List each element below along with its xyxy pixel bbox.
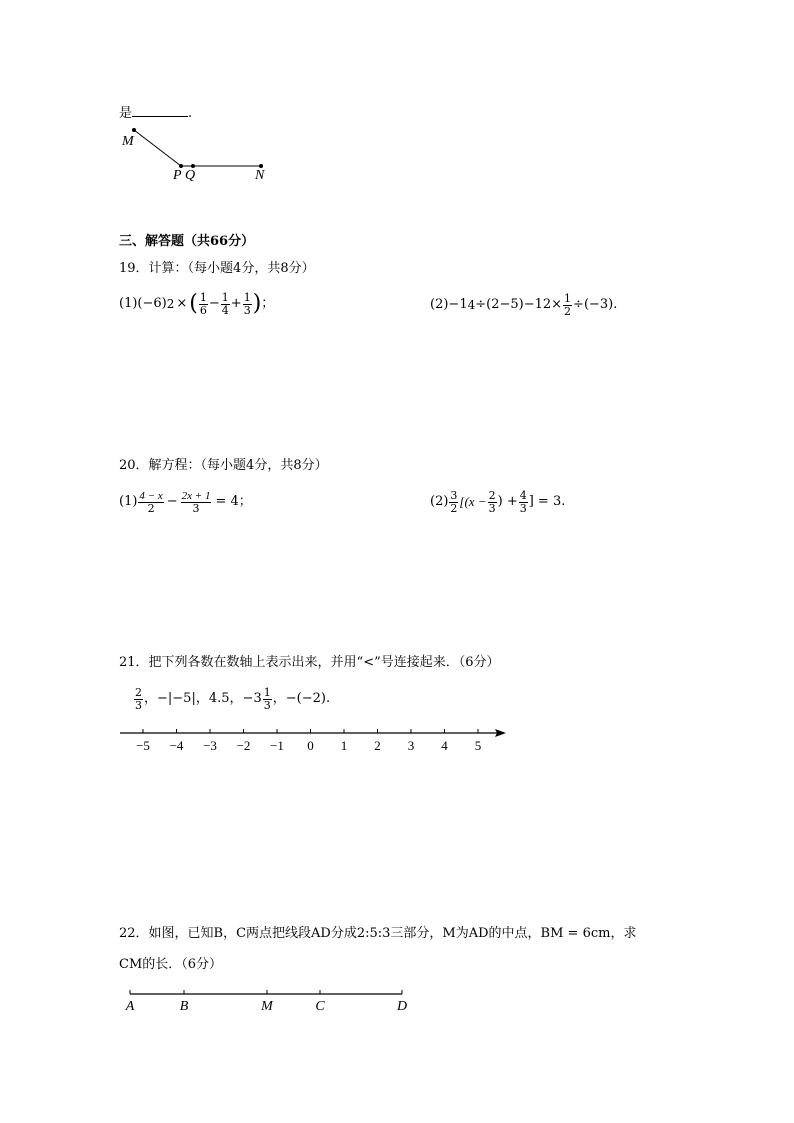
- q22-line1: 22．如图，已知B，C两点把线段AD分成2:5:3三部分，M为AD的中点，BM = 6cm，求: [119, 926, 637, 941]
- denominator: 2: [564, 304, 572, 318]
- tick-label: −2: [236, 738, 251, 753]
- tick-label: −3: [203, 738, 217, 753]
- point-label: C: [315, 999, 325, 1014]
- q18-tail: [119, 104, 192, 122]
- minus-sign: −: [166, 494, 178, 509]
- left-paren: (: [189, 291, 198, 316]
- q20-title: 20．解方程：（每小题4分，共8分）: [119, 458, 328, 473]
- term-a: [(x −: [459, 494, 487, 509]
- fraction-2: [221, 292, 230, 317]
- separator: ，: [195, 691, 209, 706]
- exponent: 2: [166, 297, 175, 311]
- end-punct: .: [325, 691, 331, 706]
- q19-title: 19．计算：（每小题4分，共8分）: [119, 261, 315, 276]
- end-punct: .: [613, 297, 618, 312]
- numerator: 3: [450, 488, 458, 502]
- tick-label: 5: [474, 738, 482, 753]
- point-label: D: [396, 999, 408, 1014]
- numerator: 2: [488, 488, 496, 502]
- fraction-2: [488, 490, 497, 515]
- numerator: 4 − x: [139, 489, 163, 502]
- denominator: 4: [221, 303, 229, 317]
- label-n: N: [255, 168, 265, 183]
- term-b: ) +: [497, 494, 518, 509]
- point-m: [132, 128, 136, 132]
- fraction-1: [199, 292, 208, 317]
- q19-part2: [430, 288, 617, 322]
- separator: ，: [272, 691, 286, 706]
- denominator: 6: [199, 303, 207, 317]
- q22-line2: CM的长．（6分）: [119, 957, 223, 972]
- term-b: ÷(2−5)−12×: [475, 297, 563, 312]
- number-neg-neg: −(−2): [285, 691, 326, 706]
- answer-blank: [132, 104, 188, 117]
- numerator: 1: [221, 290, 229, 304]
- numerator: 1: [564, 291, 572, 305]
- part-label: (1): [119, 296, 138, 311]
- fraction-2: [181, 490, 212, 515]
- tick-label: 1: [340, 738, 348, 753]
- tick-label: −5: [136, 738, 150, 753]
- point-label: M: [261, 999, 273, 1014]
- denominator: 2: [147, 501, 155, 515]
- q20-part1: [119, 485, 252, 519]
- number-two-thirds: [134, 687, 143, 712]
- q19-part1: [119, 286, 274, 322]
- term-a: −1: [448, 297, 468, 312]
- number-neg-abs: −|−5|: [157, 691, 196, 706]
- denominator: 3: [488, 501, 496, 515]
- q21-numbers: [133, 682, 330, 716]
- label-q: Q: [185, 168, 196, 183]
- section-title: 三、解答题（共66分）: [119, 234, 255, 249]
- part-label: (1): [119, 494, 138, 509]
- segment-mp: [134, 130, 181, 166]
- tick-label: 4: [441, 738, 448, 753]
- denominator: 3: [135, 698, 142, 712]
- times-sign: ×: [176, 296, 188, 311]
- denominator: 3: [243, 303, 251, 317]
- tick-label: −1: [270, 738, 284, 753]
- q18-end: .: [188, 106, 193, 121]
- tick-label: −4: [169, 738, 184, 753]
- mixed-whole: −3: [242, 691, 262, 706]
- denominator: 3: [519, 501, 527, 515]
- tick-label: 2: [374, 738, 381, 753]
- numerator: 1: [243, 290, 251, 304]
- term-c: ÷(−3): [573, 297, 614, 312]
- mixed-fraction: [263, 687, 272, 712]
- numerator: 1: [199, 290, 207, 304]
- denominator: 3: [192, 501, 200, 515]
- tick-label: 0: [307, 738, 314, 753]
- segment-ad-figure: [115, 985, 415, 1021]
- point-label: A: [125, 999, 135, 1014]
- fraction-3: [243, 292, 252, 317]
- separator: ，: [229, 691, 243, 706]
- exponent: 4: [467, 298, 476, 312]
- rhs: ] = 3: [528, 494, 562, 509]
- q18-text: 是: [119, 106, 133, 121]
- right-paren: ): [252, 291, 262, 316]
- end-punct: ；: [238, 494, 252, 509]
- numerator: 2: [135, 685, 142, 699]
- tick-label: 3: [407, 738, 415, 753]
- base: (−6): [137, 296, 167, 311]
- number-line: [110, 720, 520, 760]
- q21-title: 21．把下列各数在数轴上表示出来，并用“<”号连接起来．（6分）: [119, 655, 500, 670]
- denominator: 3: [263, 698, 271, 712]
- numerator: 4: [519, 488, 527, 502]
- numerator: 2x + 1: [181, 489, 211, 502]
- separator: ，: [144, 691, 158, 706]
- label-p: P: [173, 168, 182, 183]
- number-decimal: 4.5: [208, 691, 230, 706]
- fraction-1: [138, 490, 163, 515]
- q20-part2: [430, 485, 565, 519]
- denominator: 2: [450, 501, 458, 515]
- fraction-3: [519, 490, 528, 515]
- end-punct: ；: [261, 296, 275, 311]
- plus-sign: +: [230, 296, 242, 311]
- minus-sign: −: [208, 296, 220, 311]
- point-label: B: [179, 999, 189, 1014]
- end-punct: .: [561, 494, 566, 509]
- part-label: (2): [430, 297, 449, 312]
- fraction: [563, 293, 572, 318]
- numerator: 1: [263, 685, 271, 699]
- fraction-1: [449, 490, 458, 515]
- rhs: = 4: [215, 494, 239, 509]
- part-label: (2): [430, 494, 449, 509]
- label-m: M: [122, 134, 134, 149]
